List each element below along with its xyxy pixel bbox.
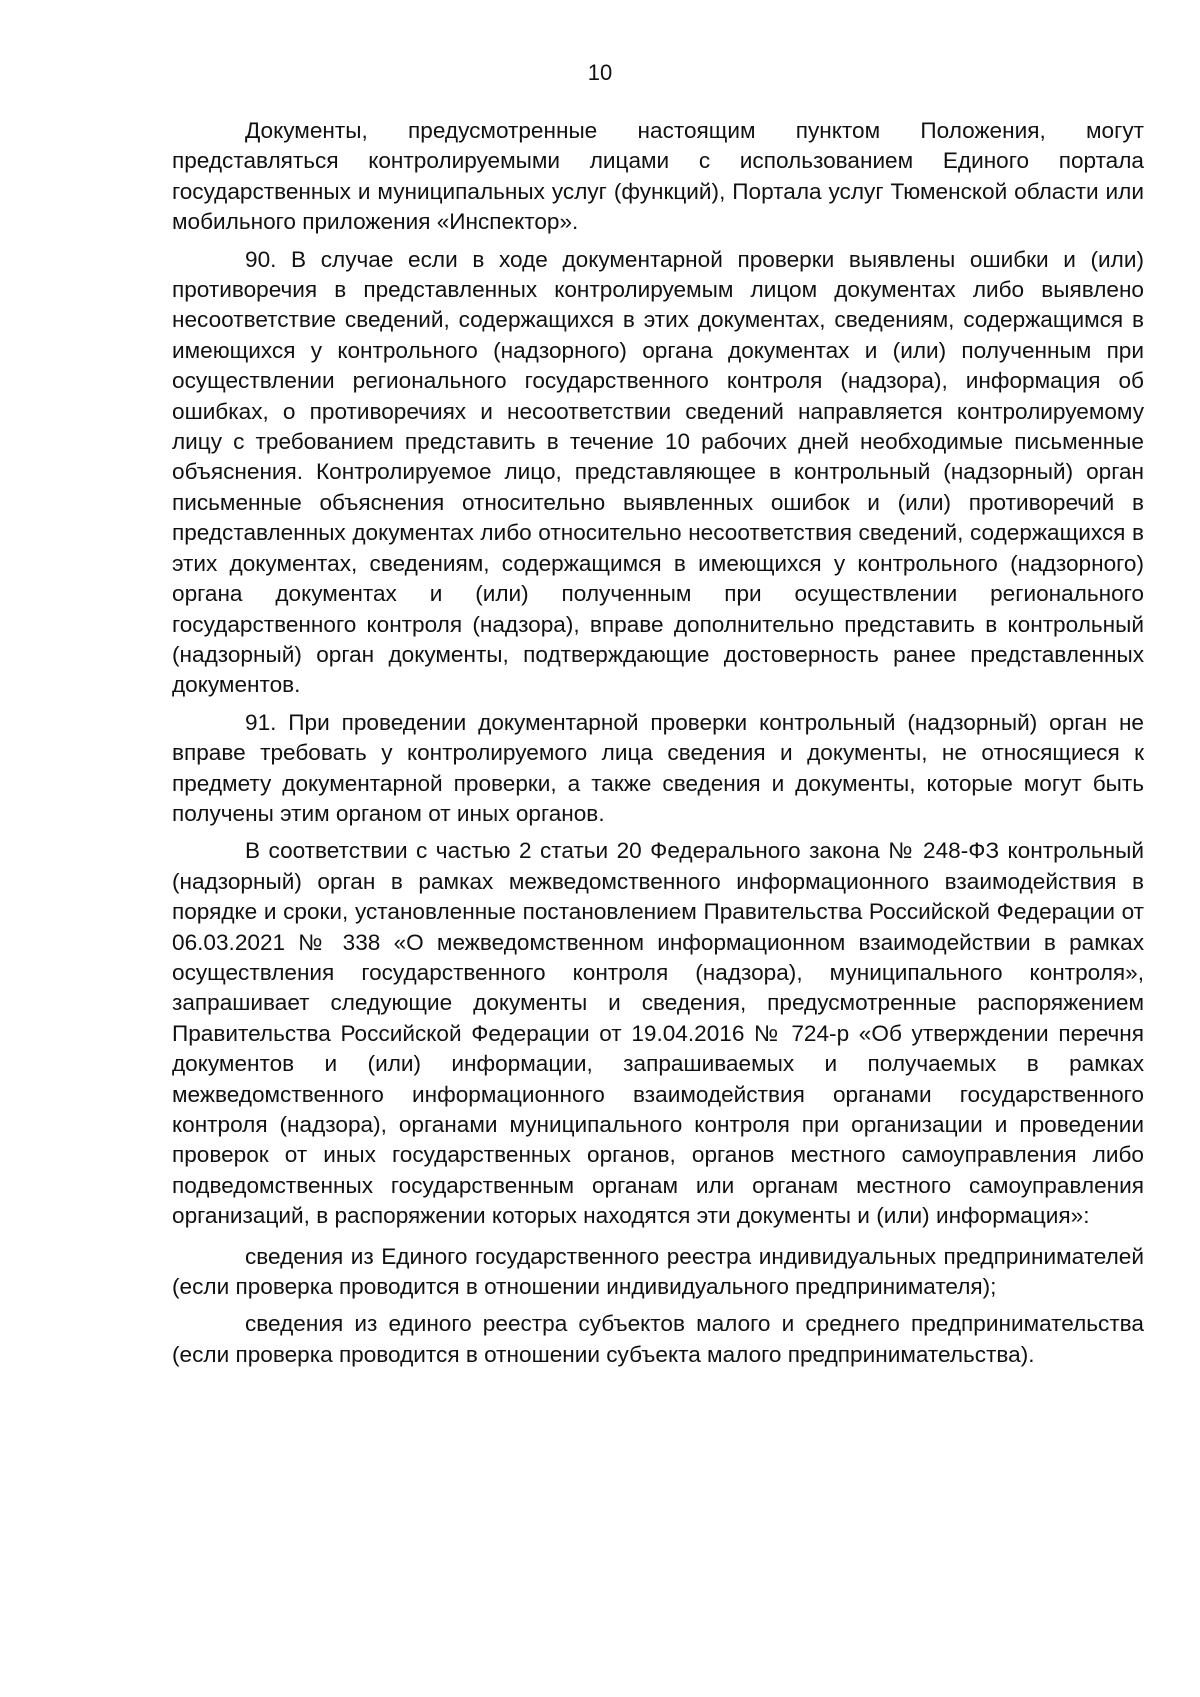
document-body: [172, 116, 1144, 1377]
list-item-individual-entrepreneurs-register: сведения из Единого государственного реестра индивидуальных предпринимателей (если проверка проводится в отношении индивидуального предпринимателя);: [172, 1243, 1144, 1300]
page-number: 10: [587, 60, 613, 85]
list-item-small-business-register: сведения из единого реестра субъектов малого и среднего предпринимательства (если проверка проводится в отношении субъекта малого предпринимательства).: [172, 1311, 1144, 1367]
paragraph-90-errors: 90. В случае если в ходе документарной проверки выявлены ошибки и (или) противоречия в представленных контролируемым лицом документах либо выявлено несоответствие сведений, содержащихся в этих документах, сведениям, содержащимся в имеющихся у контрольного (надзорного) органа документах и (или) полученным при осуществлении регионального государственного контроля (надзора), информация об ошибках, о противоречиях и несоответствии сведений направляется контролируемому лицу с требованием представить в течение 10 рабочих дней необходимые письменные объяснения. Контролируемое лицо, представляющее в контрольный (надзорный) орган письменные объяснения относительно выявленных ошибок и (или) противоречий в представленных документах либо относительно несоответствия сведений, содержащихся в этих документах, сведениям, содержащимся в имеющихся у контрольного (надзорного) органа документах и (или) полученным при осуществлении регионального государственного контроля (надзора), вправе дополнительно представить в контрольный (надзорный) орган документы, подтверждающие достоверность ранее представленных документов.: [172, 246, 1144, 698]
paragraph-91-restrictions: 91. При проведении документарной проверки контрольный (надзорный) орган не вправе требовать у контролируемого лица сведения и документы, не относящиеся к предмету документарной проверки, а также сведения и документы, которые могут быть получены этим органом от иных органов.: [172, 709, 1144, 826]
paragraph-interagency-requests: В соответствии с частью 2 статьи 20 Федерального закона № 248-ФЗ контрольный (надзорный) орган в рамках межведомственного информационного взаимодействия в порядке и сроки, установленные постановлением Правительства Российской Федерации от 06.03.2021 № 338 «О межведомственном информационном взаимодействии в рамках осуществления государственного контроля (надзора), муниципального контроля», запрашивает следующие документы и сведения, предусмотренные распоряжением Правительства Российской Федерации от 19.04.2016 № 724-р «Об утверждении перечня документов и (или) информации, запрашиваемых и получаемых в рамках межведомственного информационного взаимодействия органами государственного контроля (надзора), органами муниципального контроля при организации и проведении проверок от иных государственных органов, органов местного самоуправления либо подведомственных государственным органам или органам местного самоуправления организаций, в распоряжении которых находятся эти документы и (или) информация»:: [172, 838, 1144, 1229]
paragraph-documents-submission: Документы, предусмотренные настоящим пунктом Положения, могут представляться контролируемыми лицами с использованием Единого портала государственных и муниципальных услуг (функций), Портала услуг Тюменской области или мобильного приложения «Инспектор».: [172, 118, 1144, 235]
